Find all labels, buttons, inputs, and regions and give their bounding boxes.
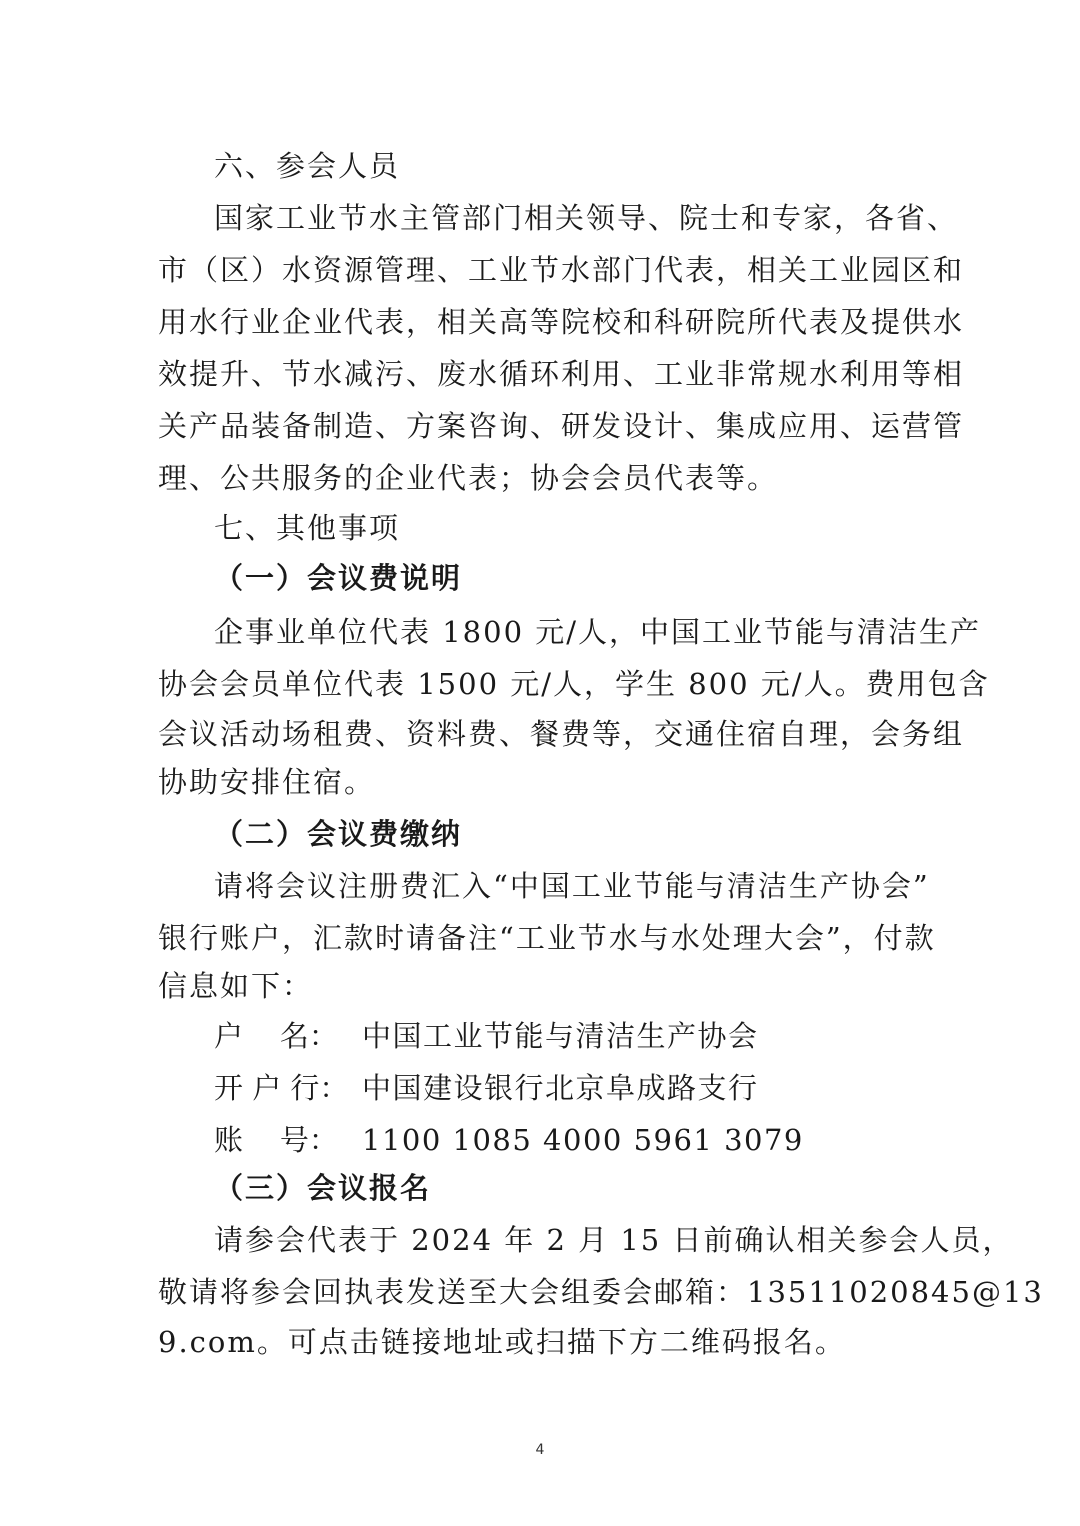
fee-description-heading: （一）会议费说明 xyxy=(214,561,463,595)
registration-line-1: 请参会代表于 2024 年 2 月 15 日前确认相关参会人员， xyxy=(214,1223,1014,1257)
section-six-heading: 六、参会人员 xyxy=(214,149,401,183)
fee-description-line-3: 会议活动场租费、资料费、餐费等，交通住宿自理，会务组 xyxy=(158,717,965,751)
account-bank-value: 中国建设银行北京阜成路支行 xyxy=(362,1071,759,1105)
fee-payment-heading: （二）会议费缴纳 xyxy=(214,817,463,851)
section-six-line-2: 市（区）水资源管理、工业节水部门代表，相关工业园区和 xyxy=(158,253,965,287)
section-six-line-3: 用水行业企业代表，相关高等院校和科研院所代表及提供水 xyxy=(158,305,965,339)
registration-heading: （三）会议报名 xyxy=(214,1171,432,1205)
registration-line-3: 9.com。可点击链接地址或扫描下方二维码报名。 xyxy=(158,1325,846,1359)
account-bank-row xyxy=(214,1068,759,1108)
fee-payment-line-3: 信息如下： xyxy=(158,969,314,1003)
section-six-line-6: 理、公共服务的企业代表；协会会员代表等。 xyxy=(158,461,779,495)
section-six-line-1: 国家工业节水主管部门相关领导、院士和专家，各省、 xyxy=(214,201,959,235)
fee-payment-line-2: 银行账户，汇款时请备注“工业节水与水处理大会”，付款 xyxy=(158,921,936,955)
account-bank-label: 开 户 行： xyxy=(214,1071,349,1105)
fee-payment-line-1: 请将会议注册费汇入“中国工业节能与清洁生产协会” xyxy=(214,869,930,903)
account-name-row xyxy=(214,1016,759,1056)
registration-line-2: 敬请将参会回执表发送至大会组委会邮箱：13511020845@13 xyxy=(158,1275,1044,1309)
page-number: 4 xyxy=(535,1442,545,1458)
section-seven-heading: 七、其他事项 xyxy=(214,511,401,545)
fee-description-line-2: 协会会员单位代表 1500 元/人，学生 800 元/人。费用包含 xyxy=(158,667,990,701)
fee-description-line-1: 企事业单位代表 1800 元/人，中国工业节能与清洁生产 xyxy=(214,615,982,649)
fee-description-line-4: 协助安排住宿。 xyxy=(158,765,376,799)
account-name-label: 户 名： xyxy=(214,1019,338,1053)
account-number-label: 账 号： xyxy=(214,1123,338,1157)
account-number-value: 1100 1085 4000 5961 3079 xyxy=(362,1123,804,1157)
section-six-line-5: 关产品装备制造、方案咨询、研发设计、集成应用、运营管 xyxy=(158,409,965,443)
account-name-value: 中国工业节能与清洁生产协会 xyxy=(362,1019,759,1053)
account-number-row xyxy=(214,1120,804,1160)
section-six-line-4: 效提升、节水减污、废水循环利用、工业非常规水利用等相 xyxy=(158,357,965,391)
